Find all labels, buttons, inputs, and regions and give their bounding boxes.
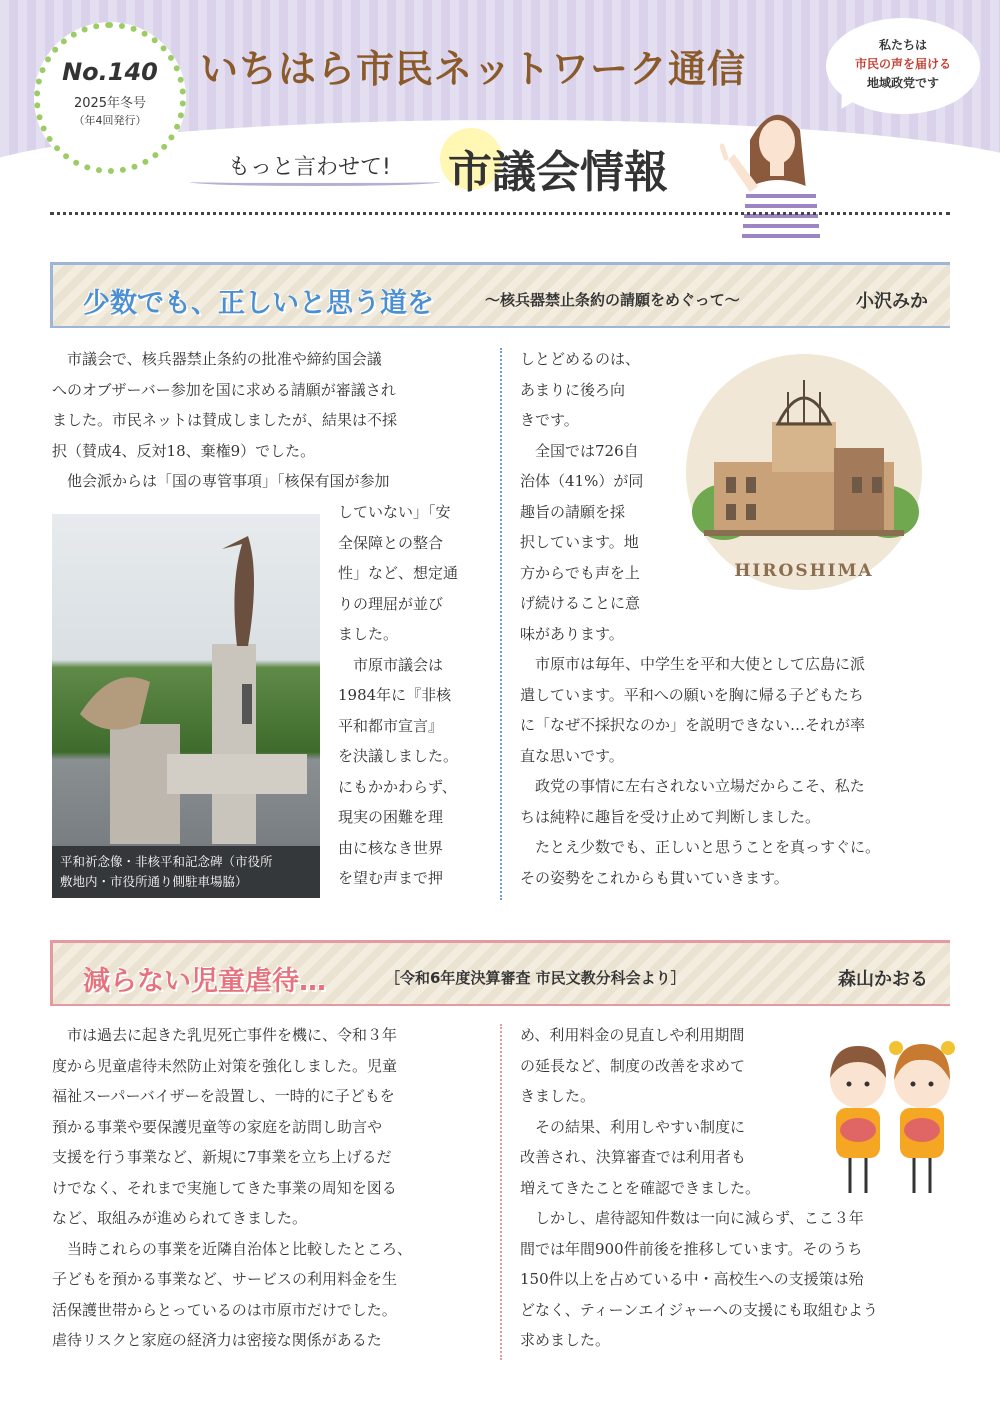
text-line: 現実の困難を理 <box>338 808 444 826</box>
text-line: どなく、ティーンエイジャーへの支援にも取組むよう <box>520 1300 878 1319</box>
section1-right-wide <box>520 649 950 893</box>
text-line: していない」「安 <box>338 503 451 521</box>
text-line: 150件以上を占めている中・高校生への支援策は殆 <box>520 1270 864 1288</box>
text-line: 子どもを預かる事業など、サービスの利用料金を生 <box>52 1270 398 1288</box>
text-line: 福祉スーパーバイザーを設置し、一時的に子どもを <box>52 1087 395 1105</box>
text-line: 全保障との整合 <box>338 533 444 552</box>
text-line: 虐待リスクと家庭の経済力は密接な関係があるた <box>52 1331 382 1349</box>
text-line: 択しています。地 <box>520 533 639 551</box>
hiroshima-label: HIROSHIMA <box>734 561 874 581</box>
newsletter-title: いちはら市民ネットワーク通信 <box>200 47 747 91</box>
text-line: 全国では726自 <box>520 441 639 460</box>
text-line: 性」など、想定通 <box>338 564 459 582</box>
text-line: 市原市は毎年、中学生を平和大使として広島に派 <box>520 655 866 673</box>
text-line: 当時これらの事業を近隣自治体と比較したところ、 <box>52 1239 413 1258</box>
text-line: を望む声まで押 <box>338 869 444 887</box>
text-line: りの理屈が並び <box>338 594 444 613</box>
column-divider <box>500 348 502 900</box>
text-line: 味があります。 <box>520 624 624 643</box>
text-line: 度から児童虐待未然防止対策を強化しました。児童 <box>52 1056 398 1075</box>
photo-caption <box>52 846 320 898</box>
column-divider <box>500 1024 502 1360</box>
text-line: 市原市議会は <box>338 655 444 674</box>
text-line: の延長など、制度の改善を求めて <box>520 1056 746 1075</box>
statue-illustration <box>52 514 320 898</box>
text-line: きです。 <box>520 411 579 429</box>
peace-statue-photo <box>52 514 320 898</box>
caption-line: 敷地内・市役所通り側駐車場脇） <box>60 874 248 889</box>
text-line: きました。 <box>520 1087 596 1105</box>
issue-number: No.140 <box>62 58 158 86</box>
text-line: しかし、虐待認知件数は一向に減らず、ここ３年 <box>520 1209 864 1227</box>
text-line: に「なぜ不採択なのか」を説明できない…それが率 <box>520 716 866 734</box>
text-line: 趣旨の請願を採 <box>520 502 626 521</box>
text-line: その姿勢をこれからも貫いていきます。 <box>520 868 789 887</box>
text-line: たとえ少数でも、正しいと思うことを真っすぐに。 <box>520 838 881 856</box>
text-line: あまりに後ろ向 <box>520 380 626 399</box>
section1-header <box>50 262 950 328</box>
text-line: へのオブザーバー参加を国に求める請願が審議され <box>52 380 396 399</box>
text-line: 求めました。 <box>520 1331 611 1349</box>
subtitle-prefix: もっと言わせて! <box>228 155 391 180</box>
text-line: げ続けることに意 <box>520 594 641 612</box>
header-divider <box>50 212 950 215</box>
subtitle-main: 市議会情報 <box>448 147 668 198</box>
text-line: 政党の事情に左右されない立場だからこそ、私た <box>520 777 865 795</box>
text-line: 他会派からは「国の専管事項」「核保有国が参加 <box>52 472 390 490</box>
text-line: 市議会で、核兵器禁止条約の批准や締約国会議 <box>52 350 382 368</box>
children-icon <box>816 1028 966 1198</box>
section2-header <box>50 940 950 1006</box>
section2-left <box>52 1020 482 1356</box>
text-line: 治体（41%）が同 <box>520 472 644 490</box>
bubble-line-accent: 市民の声を届ける <box>854 57 951 71</box>
section1-title: 少数でも、正しいと思う道を <box>83 288 434 319</box>
section1-left-top <box>52 344 482 497</box>
section2-right-narrow <box>520 1020 800 1203</box>
text-line: 活保護世帯からとっているのは市原市だけでした。 <box>52 1300 397 1319</box>
bubble-line: 地域政党です <box>866 76 939 90</box>
issue-season: 2025年冬号 <box>73 96 147 111</box>
text-line: 方からでも声を上 <box>520 563 640 582</box>
text-line: ちは純粋に趣旨を受け止めて判断しました。 <box>520 807 821 826</box>
text-line: 預かる事業や要保護児童等の家庭を訪問し助言や <box>52 1117 383 1136</box>
section2-subtitle: ［令和6年度決算審査 市民文教分科会より］ <box>385 969 686 987</box>
section1-left-narrow <box>338 497 484 894</box>
text-line: けでなく、それまで実施してきた事業の周知を図る <box>52 1178 397 1197</box>
section2-right-wide <box>520 1203 950 1356</box>
text-line: 択（賛成4、反対18、棄権9）でした。 <box>52 441 316 460</box>
text-line: その結果、利用しやすい制度に <box>520 1117 746 1136</box>
text-line: 改善され、決算審査では利用者も <box>520 1148 746 1166</box>
text-line: 直な思いです。 <box>520 746 624 765</box>
bubble-line: 私たちは <box>878 38 927 52</box>
text-line: ました。 <box>338 625 399 643</box>
text-line: を決議しました。 <box>338 747 459 765</box>
text-line: 遣しています。平和への願いを胸に帰る子どもたち <box>520 685 864 704</box>
caption-line: 平和祈念像・非核平和記念碑（市役所 <box>60 854 273 869</box>
section1-author: 小沢みか <box>856 291 928 312</box>
section1-right-narrow <box>520 344 666 649</box>
text-line: 由に核なき世界 <box>338 838 444 857</box>
text-line: 間では年間900件前後を推移しています。そのうち <box>520 1239 863 1258</box>
section2-title: 減らない児童虐待… <box>83 966 326 997</box>
text-line: ました。市民ネットは賛成しましたが、結果は不採 <box>52 411 398 429</box>
text-line: め、利用料金の見直しや利用期間 <box>520 1026 745 1044</box>
text-line: 平和都市宣言』 <box>338 716 444 735</box>
issue-frequency: （年4回発行） <box>73 114 147 127</box>
text-line: しとどめるのは、 <box>520 350 641 368</box>
text-line: 増えてきたことを確認できました。 <box>520 1178 761 1197</box>
text-line: など、取組みが進められてきました。 <box>52 1209 308 1227</box>
text-line: 支援を行う事業など、新規に7事業を立ち上げるだ <box>52 1148 392 1166</box>
text-line: 市は過去に起きた乳児死亡事件を機に、令和３年 <box>52 1026 398 1044</box>
hiroshima-dome-icon <box>684 352 924 592</box>
section1-subtitle: ～核兵器禁止条約の請願をめぐって～ <box>485 291 740 309</box>
text-line: にもかかわらず、 <box>338 777 457 796</box>
section2-author: 森山かおる <box>838 969 928 990</box>
text-line: 1984年に『非核 <box>338 686 452 704</box>
